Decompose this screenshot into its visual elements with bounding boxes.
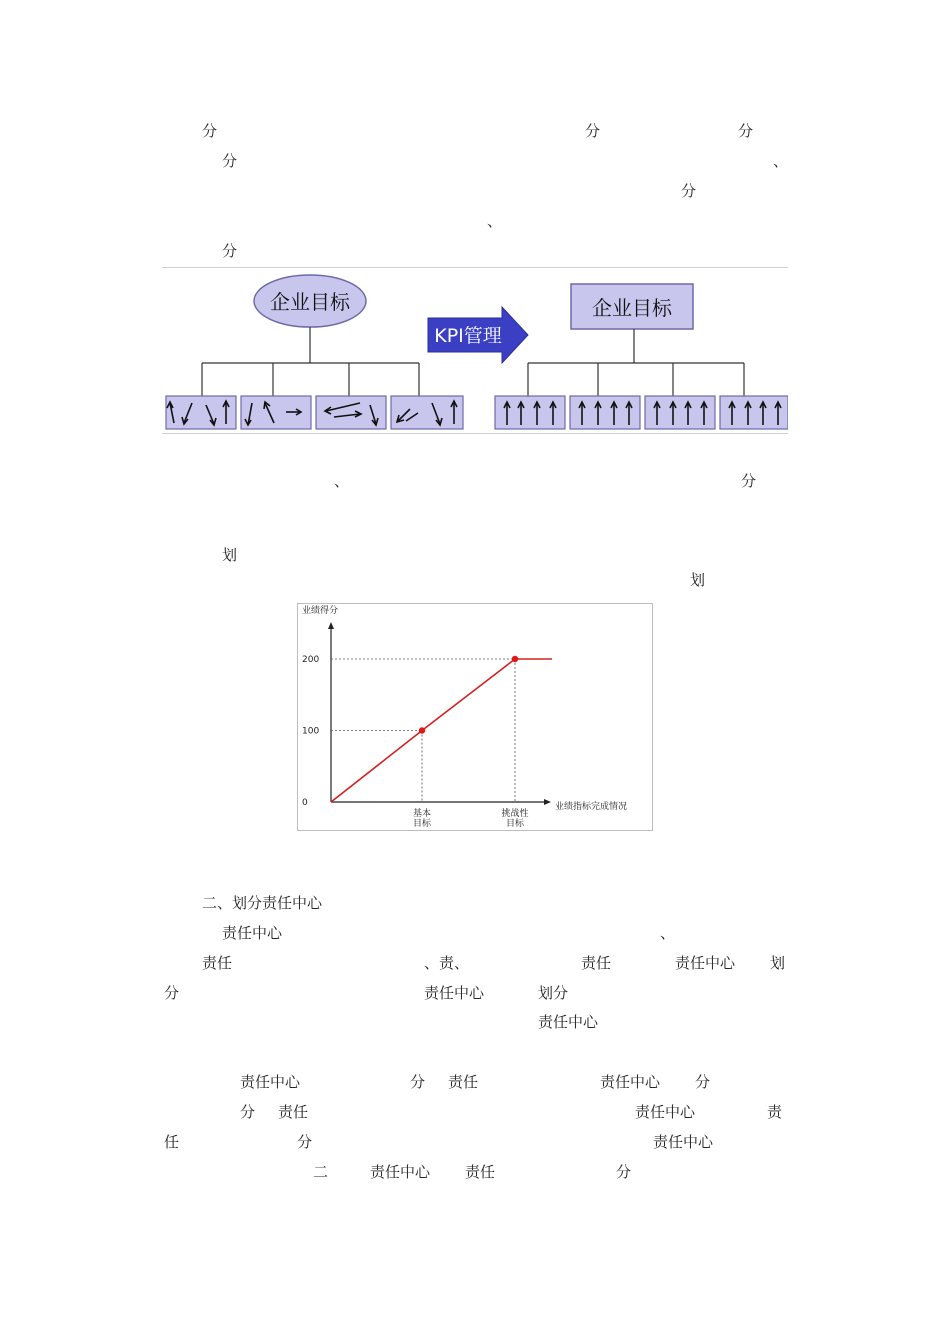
right-box-1 — [495, 396, 565, 429]
right-box-3 — [645, 396, 715, 429]
x-axis-label: 业绩指标完成情况 — [555, 802, 628, 812]
kpi-arrow-label: KPI管理 — [434, 325, 502, 347]
text-fragment: 、 — [660, 924, 676, 942]
x-axis-arrowhead — [544, 799, 551, 805]
text-fragment: 、责、 — [424, 954, 470, 972]
section-heading: 二、划分责任中心 — [202, 894, 323, 912]
text-fragment: 责任中心 — [424, 984, 485, 1002]
text-fragment: 责任 — [202, 954, 233, 972]
left-goal-tree — [166, 275, 463, 429]
chart-tick-labels — [302, 655, 529, 829]
text-fragment: 二 — [313, 1163, 329, 1181]
right-root-label: 企业目标 — [592, 296, 672, 320]
text-fragment: 、 — [334, 472, 350, 490]
text-fragment: 责 — [767, 1103, 783, 1121]
kpi-management-arrow — [428, 307, 528, 363]
left-box-1 — [166, 396, 236, 429]
text-fragment: 责任 — [581, 954, 612, 972]
text-fragment: 分 — [585, 122, 601, 140]
text-fragment: 责任中心 — [635, 1103, 696, 1121]
text-fragment: 划 — [690, 571, 706, 589]
x-tick-label: 挑战性目标 — [501, 809, 529, 829]
text-fragment: 分 — [240, 1103, 256, 1121]
text-fragment: 分 — [681, 182, 697, 200]
text-fragment: 责任中心 — [370, 1163, 431, 1181]
target-point — [512, 656, 518, 662]
text-fragment: 分 — [164, 984, 180, 1002]
text-fragment: 分 — [410, 1073, 426, 1091]
text-fragment: 责任中心 — [675, 954, 736, 972]
text-fragment: 责任中心 — [222, 924, 283, 942]
text-fragment: 分 — [738, 122, 754, 140]
text-fragment: 分 — [222, 152, 238, 170]
text-fragment: 责任中心 — [600, 1073, 661, 1091]
text-fragment: 划 — [222, 546, 238, 564]
y-tick-label: 0 — [302, 798, 308, 808]
text-fragment: 分 — [695, 1073, 711, 1091]
text-fragment: 分 — [222, 242, 238, 260]
text-fragment: 责任 — [278, 1103, 309, 1121]
kpi-management-diagram — [162, 267, 788, 435]
text-fragment: 分 — [297, 1133, 313, 1151]
text-fragment: 划分 — [538, 984, 569, 1002]
text-fragment: 任 — [164, 1133, 180, 1151]
text-fragment: 责任中心 — [538, 1013, 599, 1031]
right-goal-tree — [495, 284, 788, 429]
right-box-4 — [720, 396, 788, 429]
left-box-2 — [241, 396, 311, 429]
text-fragment: 、 — [773, 152, 789, 170]
x-tick-label: 基本目标 — [412, 809, 432, 829]
y-axis-arrowhead — [328, 622, 334, 629]
left-box-4 — [391, 396, 463, 429]
text-fragment: 分 — [616, 1163, 632, 1181]
text-fragment: 、 — [487, 212, 503, 230]
left-box-3 — [316, 396, 386, 429]
text-fragment: 分 — [202, 122, 218, 140]
chart-series — [331, 656, 552, 802]
y-axis-label: 业绩得分 — [302, 606, 339, 616]
text-fragment: 分 — [741, 472, 757, 490]
y-tick-label: 200 — [302, 655, 320, 665]
text-fragment: 责任中心 — [240, 1073, 301, 1091]
text-fragment: 责任中心 — [653, 1133, 714, 1151]
text-fragment: 责任 — [465, 1163, 496, 1181]
left-root-label: 企业目标 — [270, 290, 350, 314]
target-point — [419, 727, 425, 733]
performance-score-chart — [297, 603, 653, 831]
text-fragment: 划 — [770, 954, 786, 972]
y-tick-label: 100 — [302, 726, 320, 737]
text-fragment: 责任 — [448, 1073, 479, 1091]
right-box-2 — [570, 396, 640, 429]
